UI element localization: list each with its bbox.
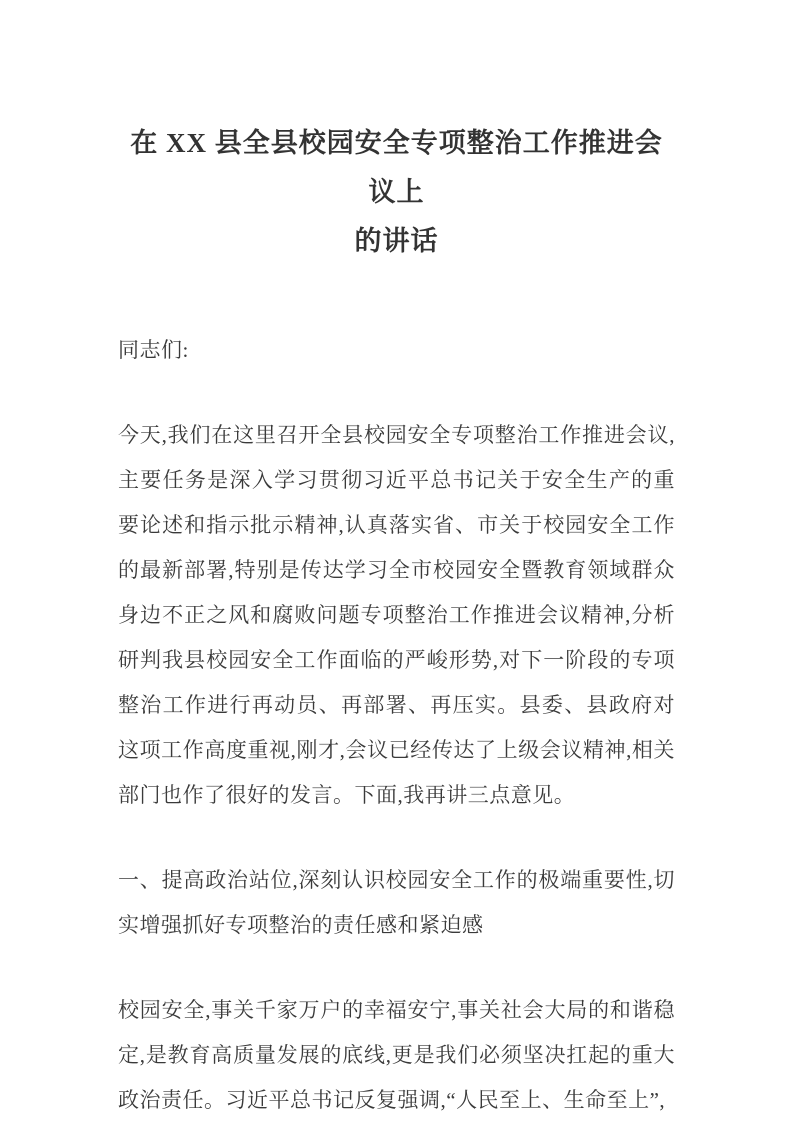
paragraph-opening: 今天,我们在这里召开全县校园安全专项整治工作推进会议,主要任务是深入学习贯彻习近平总书记关于安全生产的重要论述和指示批示精神,认真落实省、市关于校园安全工作的最新部署,特别是传达学习全市校园安全暨教育领域群众身边不正之风和腐败问题专项整治工作推进会议精神,分析研判我县校园安全工作面临的严峻形势,对下一阶段的专项整治工作进行再动员、再部署、再压实。县委、县政府对这项工作高度重视,刚才,会议已经传达了上级会议精神,相关部门也作了很好的发言。下面,我再讲三点意见。 <box>118 423 675 807</box>
document-title-line-2: 的讲话 <box>354 226 439 256</box>
document-title <box>118 119 675 266</box>
salutation: 同志们: <box>118 338 189 362</box>
paragraph-section-1-body: 校园安全,事关千家万户的幸福安宁,事关社会大局的和谐稳定,是教育高质量发展的底线,更是我们必须坚决扛起的重大政治责任。习近平总书记反复强调,“人民至上、生命至上”, <box>118 998 675 1112</box>
section-heading-1: 一、提高政治站位,深刻认识校园安全工作的极端重要性,切实增强抓好专项整治的责任感和紧迫感 <box>118 868 675 937</box>
document-title-line-1: 在 XX 县全县校园安全专项整治工作推进会议上 <box>130 128 663 207</box>
